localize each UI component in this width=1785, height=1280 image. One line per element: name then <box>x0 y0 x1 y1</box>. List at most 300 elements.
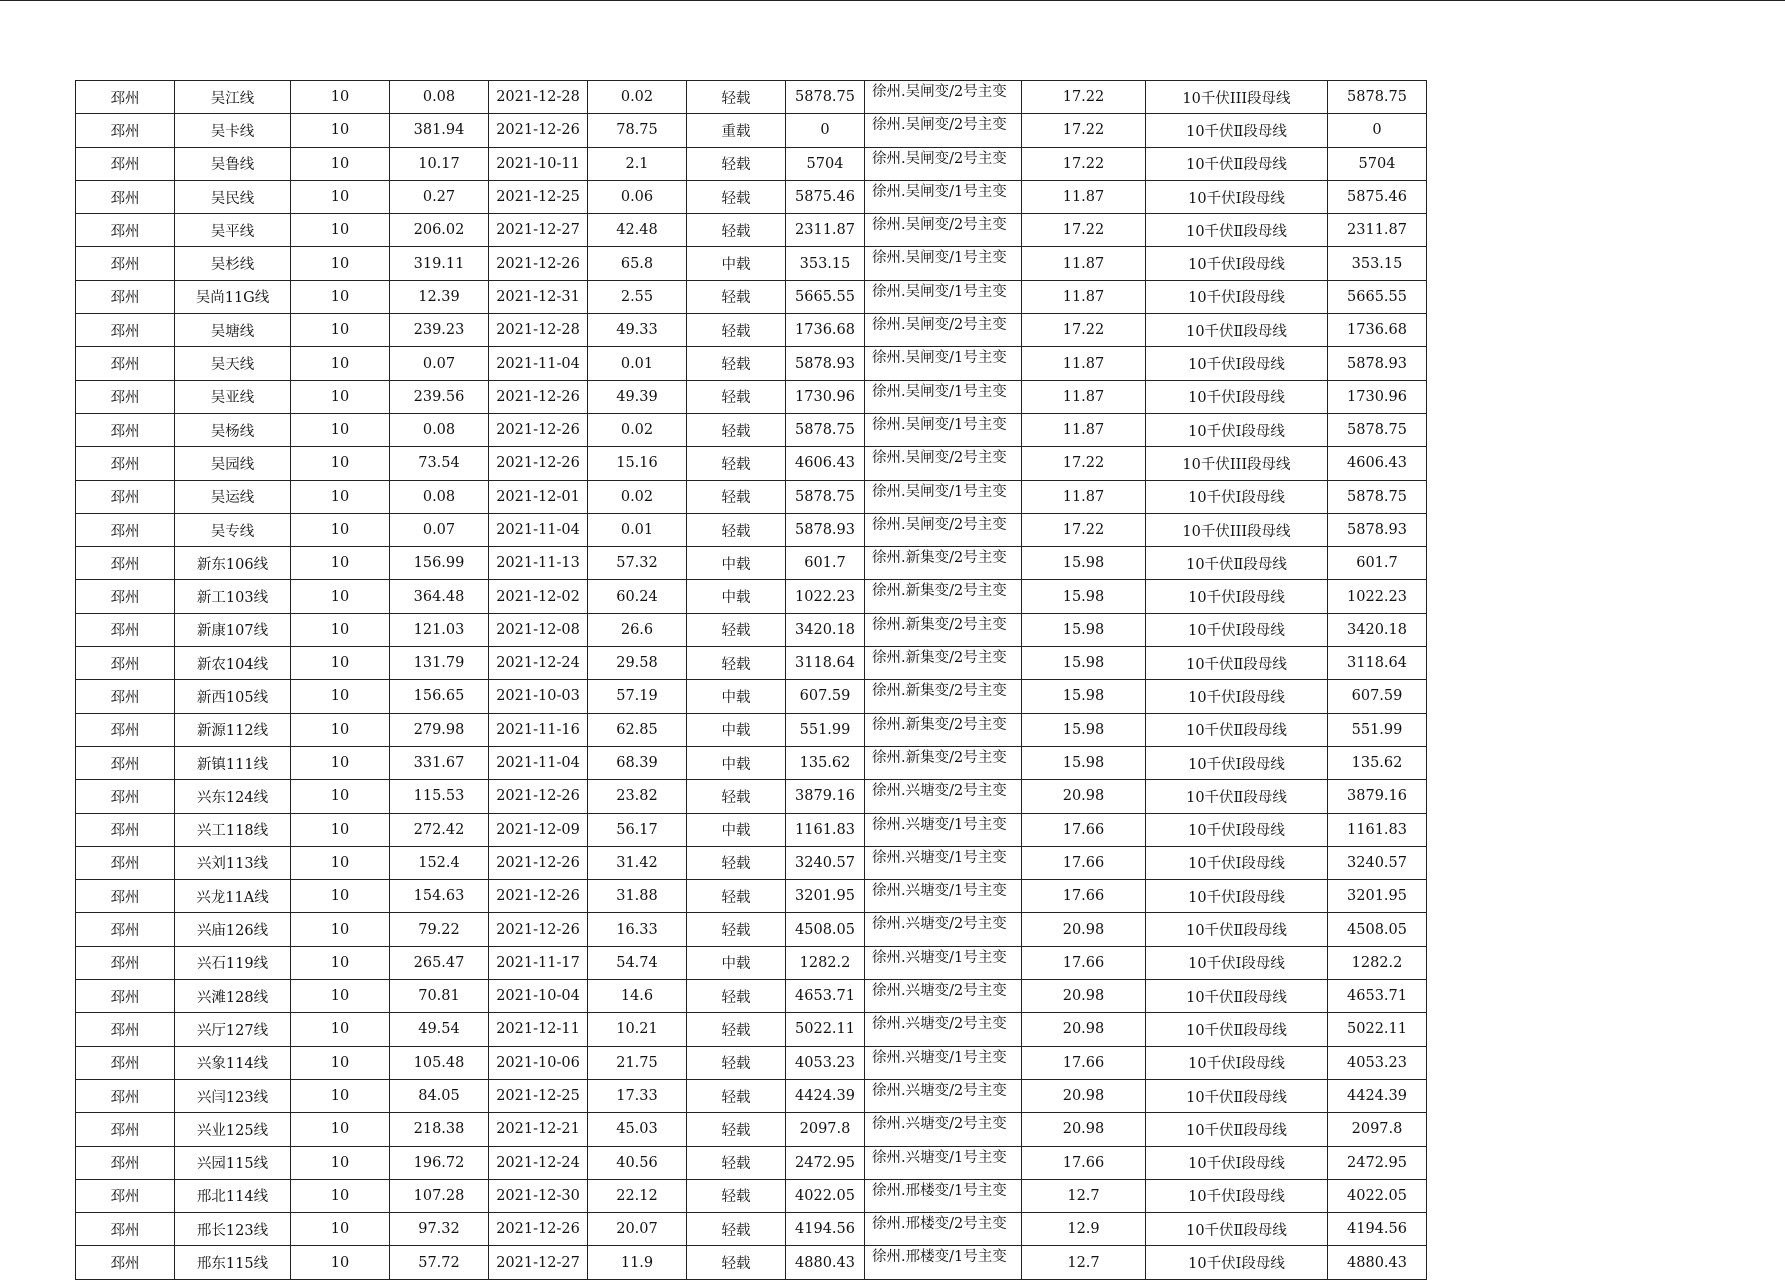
region-cell: 邳州 <box>76 713 175 746</box>
capacity-cell: 3420.18 <box>786 613 865 646</box>
busbar-cell: 10千伏Ⅰ段母线 <box>1146 347 1328 380</box>
line-name-cell: 兴龙11A线 <box>175 880 291 913</box>
table-row <box>76 1179 1427 1212</box>
date-cell: 2021-12-28 <box>489 81 588 114</box>
line-name-cell: 吴民线 <box>175 180 291 213</box>
capacity-cell: 5878.75 <box>786 413 865 446</box>
load-status-cell: 轻载 <box>687 347 786 380</box>
load-rate-cell: 21.75 <box>588 1046 687 1079</box>
line-name-cell: 邢长123线 <box>175 1213 291 1246</box>
load-status-cell: 轻载 <box>687 1013 786 1046</box>
load-rate-cell: 49.39 <box>588 380 687 413</box>
region-cell: 邳州 <box>76 347 175 380</box>
date-cell: 2021-11-17 <box>489 946 588 979</box>
date-cell: 2021-12-25 <box>489 1079 588 1112</box>
load-status-cell: 轻载 <box>687 1146 786 1179</box>
busbar-cell: 10千伏Ⅱ段母线 <box>1146 780 1328 813</box>
transformer-load-cell: 15.98 <box>1022 680 1146 713</box>
table-row <box>76 713 1427 746</box>
transformer-load-cell: 20.98 <box>1022 980 1146 1013</box>
load-rate-cell: 57.32 <box>588 547 687 580</box>
transformer-load-cell: 12.9 <box>1022 1213 1146 1246</box>
current-cell: 49.54 <box>390 1013 489 1046</box>
capacity-cell: 3201.95 <box>786 880 865 913</box>
table-row <box>76 780 1427 813</box>
line-name-cell: 吴专线 <box>175 513 291 546</box>
busbar-cell: 10千伏Ⅱ段母线 <box>1146 647 1328 680</box>
load-status-cell: 轻载 <box>687 1079 786 1112</box>
substation-label: 徐州.吴闸变/2号主变 <box>872 217 1007 234</box>
voltage-cell: 10 <box>291 846 390 879</box>
table-row <box>76 980 1427 1013</box>
transformer-load-cell: 12.7 <box>1022 1179 1146 1212</box>
substation-label: 徐州.吴闸变/2号主变 <box>872 516 1007 533</box>
busbar-cell: 10千伏III段母线 <box>1146 81 1328 114</box>
table-row <box>76 347 1427 380</box>
date-cell: 2021-12-25 <box>489 180 588 213</box>
load-rate-cell: 62.85 <box>588 713 687 746</box>
table-row <box>76 447 1427 480</box>
date-cell: 2021-12-26 <box>489 413 588 446</box>
load-rate-cell: 11.9 <box>588 1246 687 1279</box>
load-rate-cell: 17.33 <box>588 1079 687 1112</box>
load-status-cell: 轻载 <box>687 1113 786 1146</box>
capacity-cell: 1161.83 <box>786 813 865 846</box>
line-name-cell: 兴刘113线 <box>175 846 291 879</box>
transformer-load-cell: 20.98 <box>1022 1079 1146 1112</box>
region-cell: 邳州 <box>76 1079 175 1112</box>
remaining-capacity-cell: 5665.55 <box>1328 280 1427 313</box>
busbar-cell: 10千伏Ⅰ段母线 <box>1146 180 1328 213</box>
load-rate-cell: 57.19 <box>588 680 687 713</box>
load-rate-cell: 15.16 <box>588 447 687 480</box>
region-cell: 邳州 <box>76 1179 175 1212</box>
capacity-cell: 607.59 <box>786 680 865 713</box>
load-status-cell: 中载 <box>687 547 786 580</box>
current-cell: 156.65 <box>390 680 489 713</box>
table-row <box>76 147 1427 180</box>
current-cell: 239.23 <box>390 314 489 347</box>
load-rate-cell: 2.1 <box>588 147 687 180</box>
substation-label: 徐州.吴闸变/1号主变 <box>872 250 1007 267</box>
remaining-capacity-cell: 5878.93 <box>1328 347 1427 380</box>
date-cell: 2021-11-04 <box>489 513 588 546</box>
voltage-cell: 10 <box>291 480 390 513</box>
remaining-capacity-cell: 3420.18 <box>1328 613 1427 646</box>
load-status-cell: 中载 <box>687 813 786 846</box>
voltage-cell: 10 <box>291 114 390 147</box>
substation-cell <box>865 114 1022 147</box>
load-status-cell: 轻载 <box>687 314 786 347</box>
region-cell: 邳州 <box>76 513 175 546</box>
voltage-cell: 10 <box>291 1079 390 1112</box>
remaining-capacity-cell: 1282.2 <box>1328 946 1427 979</box>
date-cell: 2021-12-26 <box>489 447 588 480</box>
current-cell: 70.81 <box>390 980 489 1013</box>
transformer-load-cell: 20.98 <box>1022 1013 1146 1046</box>
busbar-cell: 10千伏Ⅰ段母线 <box>1146 480 1328 513</box>
substation-cell <box>865 247 1022 280</box>
load-status-cell: 轻载 <box>687 413 786 446</box>
busbar-cell: 10千伏Ⅱ段母线 <box>1146 713 1328 746</box>
region-cell: 邳州 <box>76 746 175 779</box>
load-rate-cell: 45.03 <box>588 1113 687 1146</box>
load-status-cell: 轻载 <box>687 780 786 813</box>
busbar-cell: 10千伏Ⅰ段母线 <box>1146 1179 1328 1212</box>
current-cell: 196.72 <box>390 1146 489 1179</box>
line-name-cell: 吴运线 <box>175 480 291 513</box>
date-cell: 2021-12-31 <box>489 280 588 313</box>
transformer-load-cell: 11.87 <box>1022 413 1146 446</box>
line-name-cell: 新农104线 <box>175 647 291 680</box>
load-rate-cell: 29.58 <box>588 647 687 680</box>
date-cell: 2021-12-27 <box>489 214 588 247</box>
table-row <box>76 1213 1427 1246</box>
busbar-cell: 10千伏Ⅰ段母线 <box>1146 680 1328 713</box>
load-rate-cell: 0.02 <box>588 480 687 513</box>
load-status-cell: 轻载 <box>687 846 786 879</box>
voltage-cell: 10 <box>291 513 390 546</box>
load-status-cell: 中载 <box>687 580 786 613</box>
transformer-load-cell: 15.98 <box>1022 547 1146 580</box>
load-rate-cell: 10.21 <box>588 1013 687 1046</box>
transformer-load-cell: 11.87 <box>1022 347 1146 380</box>
busbar-cell: 10千伏III段母线 <box>1146 513 1328 546</box>
line-name-cell: 兴园115线 <box>175 1146 291 1179</box>
substation-label: 徐州.吴闸变/1号主变 <box>872 383 1007 400</box>
current-cell: 12.39 <box>390 280 489 313</box>
remaining-capacity-cell: 4053.23 <box>1328 1046 1427 1079</box>
capacity-cell: 5878.93 <box>786 513 865 546</box>
voltage-cell: 10 <box>291 214 390 247</box>
region-cell: 邳州 <box>76 580 175 613</box>
substation-cell <box>865 1046 1022 1079</box>
line-name-cell: 新东106线 <box>175 547 291 580</box>
transformer-load-cell: 17.66 <box>1022 1046 1146 1079</box>
substation-label: 徐州.兴塘变/2号主变 <box>872 983 1007 1000</box>
transformer-load-cell: 15.98 <box>1022 580 1146 613</box>
region-cell: 邳州 <box>76 880 175 913</box>
substation-label: 徐州.吴闸变/1号主变 <box>872 416 1007 433</box>
line-name-cell: 吴鲁线 <box>175 147 291 180</box>
region-cell: 邳州 <box>76 647 175 680</box>
load-status-cell: 中载 <box>687 713 786 746</box>
remaining-capacity-cell: 2472.95 <box>1328 1146 1427 1179</box>
current-cell: 131.79 <box>390 647 489 680</box>
busbar-cell: 10千伏Ⅱ段母线 <box>1146 1213 1328 1246</box>
transformer-load-cell: 20.98 <box>1022 913 1146 946</box>
capacity-cell: 601.7 <box>786 547 865 580</box>
date-cell: 2021-12-11 <box>489 1013 588 1046</box>
busbar-cell: 10千伏Ⅱ段母线 <box>1146 114 1328 147</box>
substation-label: 徐州.邢楼变/2号主变 <box>872 1216 1007 1233</box>
substation-cell <box>865 647 1022 680</box>
load-status-cell: 轻载 <box>687 1246 786 1279</box>
capacity-cell: 5665.55 <box>786 280 865 313</box>
substation-label: 徐州.吴闸变/1号主变 <box>872 350 1007 367</box>
transformer-load-cell: 11.87 <box>1022 280 1146 313</box>
table-row <box>76 1246 1427 1279</box>
load-status-cell: 中载 <box>687 680 786 713</box>
voltage-cell: 10 <box>291 647 390 680</box>
remaining-capacity-cell: 1736.68 <box>1328 314 1427 347</box>
voltage-cell: 10 <box>291 1179 390 1212</box>
line-name-cell: 新源112线 <box>175 713 291 746</box>
capacity-cell: 1022.23 <box>786 580 865 613</box>
busbar-cell: 10千伏Ⅰ段母线 <box>1146 746 1328 779</box>
voltage-cell: 10 <box>291 1146 390 1179</box>
busbar-cell: 10千伏Ⅰ段母线 <box>1146 580 1328 613</box>
substation-cell <box>865 880 1022 913</box>
busbar-cell: 10千伏Ⅰ段母线 <box>1146 813 1328 846</box>
current-cell: 381.94 <box>390 114 489 147</box>
current-cell: 121.03 <box>390 613 489 646</box>
line-name-cell: 兴工118线 <box>175 813 291 846</box>
busbar-cell: 10千伏Ⅰ段母线 <box>1146 946 1328 979</box>
line-name-cell: 新康107线 <box>175 613 291 646</box>
region-cell: 邳州 <box>76 913 175 946</box>
remaining-capacity-cell: 2097.8 <box>1328 1113 1427 1146</box>
line-name-cell: 吴杨线 <box>175 413 291 446</box>
table-row <box>76 547 1427 580</box>
table-row <box>76 280 1427 313</box>
substation-label: 徐州.兴塘变/2号主变 <box>872 1116 1007 1133</box>
load-rate-cell: 0.01 <box>588 347 687 380</box>
voltage-cell: 10 <box>291 613 390 646</box>
capacity-cell: 2097.8 <box>786 1113 865 1146</box>
date-cell: 2021-12-26 <box>489 1213 588 1246</box>
remaining-capacity-cell: 607.59 <box>1328 680 1427 713</box>
current-cell: 218.38 <box>390 1113 489 1146</box>
substation-cell <box>865 380 1022 413</box>
transformer-load-cell: 12.7 <box>1022 1246 1146 1279</box>
substation-label: 徐州.吴闸变/2号主变 <box>872 150 1007 167</box>
transformer-load-cell: 15.98 <box>1022 713 1146 746</box>
date-cell: 2021-12-26 <box>489 780 588 813</box>
current-cell: 0.27 <box>390 180 489 213</box>
remaining-capacity-cell: 551.99 <box>1328 713 1427 746</box>
substation-label: 徐州.兴塘变/1号主变 <box>872 1049 1007 1066</box>
remaining-capacity-cell: 5875.46 <box>1328 180 1427 213</box>
voltage-cell: 10 <box>291 880 390 913</box>
busbar-cell: 10千伏Ⅰ段母线 <box>1146 1146 1328 1179</box>
substation-cell <box>865 214 1022 247</box>
date-cell: 2021-10-03 <box>489 680 588 713</box>
busbar-cell: 10千伏Ⅱ段母线 <box>1146 1113 1328 1146</box>
load-rate-cell: 65.8 <box>588 247 687 280</box>
substation-label: 徐州.吴闸变/2号主变 <box>872 450 1007 467</box>
load-rate-cell: 0.02 <box>588 413 687 446</box>
load-status-cell: 中载 <box>687 746 786 779</box>
date-cell: 2021-12-08 <box>489 613 588 646</box>
date-cell: 2021-10-04 <box>489 980 588 1013</box>
transformer-load-cell: 17.22 <box>1022 314 1146 347</box>
transformer-load-cell: 11.87 <box>1022 480 1146 513</box>
line-name-cell: 新工103线 <box>175 580 291 613</box>
date-cell: 2021-11-04 <box>489 746 588 779</box>
voltage-cell: 10 <box>291 247 390 280</box>
busbar-cell: 10千伏Ⅰ段母线 <box>1146 247 1328 280</box>
load-rate-cell: 49.33 <box>588 314 687 347</box>
current-cell: 364.48 <box>390 580 489 613</box>
remaining-capacity-cell: 135.62 <box>1328 746 1427 779</box>
remaining-capacity-cell: 4653.71 <box>1328 980 1427 1013</box>
table-body <box>76 81 1427 1280</box>
substation-cell <box>865 1146 1022 1179</box>
table-row <box>76 513 1427 546</box>
substation-cell <box>865 980 1022 1013</box>
date-cell: 2021-12-28 <box>489 314 588 347</box>
transformer-load-cell: 20.98 <box>1022 1113 1146 1146</box>
transformer-load-cell: 17.66 <box>1022 1146 1146 1179</box>
region-cell: 邳州 <box>76 980 175 1013</box>
region-cell: 邳州 <box>76 613 175 646</box>
voltage-cell: 10 <box>291 980 390 1013</box>
line-name-cell: 吴卡线 <box>175 114 291 147</box>
line-name-cell: 吴江线 <box>175 81 291 114</box>
remaining-capacity-cell: 4606.43 <box>1328 447 1427 480</box>
busbar-cell: 10千伏Ⅰ段母线 <box>1146 380 1328 413</box>
line-name-cell: 邢东115线 <box>175 1246 291 1279</box>
load-rate-cell: 16.33 <box>588 913 687 946</box>
voltage-cell: 10 <box>291 780 390 813</box>
region-cell: 邳州 <box>76 846 175 879</box>
load-rate-cell: 2.55 <box>588 280 687 313</box>
current-cell: 152.4 <box>390 846 489 879</box>
load-rate-cell: 20.07 <box>588 1213 687 1246</box>
region-cell: 邳州 <box>76 946 175 979</box>
load-rate-cell: 68.39 <box>588 746 687 779</box>
substation-cell <box>865 280 1022 313</box>
remaining-capacity-cell: 5878.75 <box>1328 480 1427 513</box>
table-row <box>76 81 1427 114</box>
transformer-load-cell: 17.22 <box>1022 114 1146 147</box>
load-status-cell: 重载 <box>687 114 786 147</box>
substation-cell <box>865 513 1022 546</box>
transformer-load-cell: 17.22 <box>1022 147 1146 180</box>
voltage-cell: 10 <box>291 81 390 114</box>
voltage-cell: 10 <box>291 280 390 313</box>
transformer-load-cell: 17.22 <box>1022 81 1146 114</box>
region-cell: 邳州 <box>76 147 175 180</box>
page-top-rule <box>0 0 1785 1</box>
load-status-cell: 轻载 <box>687 214 786 247</box>
remaining-capacity-cell: 4022.05 <box>1328 1179 1427 1212</box>
line-name-cell: 吴尚11G线 <box>175 280 291 313</box>
table-row <box>76 613 1427 646</box>
remaining-capacity-cell: 5704 <box>1328 147 1427 180</box>
capacity-cell: 353.15 <box>786 247 865 280</box>
table-row <box>76 1079 1427 1112</box>
region-cell: 邳州 <box>76 81 175 114</box>
capacity-cell: 4606.43 <box>786 447 865 480</box>
region-cell: 邳州 <box>76 1213 175 1246</box>
remaining-capacity-cell: 3240.57 <box>1328 846 1427 879</box>
load-rate-cell: 0.01 <box>588 513 687 546</box>
date-cell: 2021-12-26 <box>489 880 588 913</box>
load-status-cell: 轻载 <box>687 647 786 680</box>
table-row <box>76 746 1427 779</box>
region-cell: 邳州 <box>76 247 175 280</box>
substation-cell <box>865 413 1022 446</box>
region-cell: 邳州 <box>76 413 175 446</box>
remaining-capacity-cell: 4424.39 <box>1328 1079 1427 1112</box>
substation-label: 徐州.新集变/2号主变 <box>872 583 1007 600</box>
load-status-cell: 轻载 <box>687 880 786 913</box>
table-row <box>76 813 1427 846</box>
region-cell: 邳州 <box>76 480 175 513</box>
table-row <box>76 946 1427 979</box>
capacity-cell: 3240.57 <box>786 846 865 879</box>
line-name-cell: 兴滩128线 <box>175 980 291 1013</box>
voltage-cell: 10 <box>291 1013 390 1046</box>
substation-cell <box>865 314 1022 347</box>
substation-label: 徐州.兴塘变/1号主变 <box>872 1149 1007 1166</box>
transformer-load-cell: 15.98 <box>1022 647 1146 680</box>
load-rate-cell: 40.56 <box>588 1146 687 1179</box>
capacity-cell: 1730.96 <box>786 380 865 413</box>
load-rate-cell: 56.17 <box>588 813 687 846</box>
substation-label: 徐州.兴塘变/2号主变 <box>872 783 1007 800</box>
remaining-capacity-cell: 601.7 <box>1328 547 1427 580</box>
line-name-cell: 吴杉线 <box>175 247 291 280</box>
substation-label: 徐州.吴闸变/2号主变 <box>872 84 1007 100</box>
busbar-cell: 10千伏Ⅱ段母线 <box>1146 214 1328 247</box>
voltage-cell: 10 <box>291 1246 390 1279</box>
current-cell: 0.07 <box>390 347 489 380</box>
busbar-cell: 10千伏Ⅰ段母线 <box>1146 846 1328 879</box>
substation-label: 徐州.邢楼变/1号主变 <box>872 1182 1007 1199</box>
substation-label: 徐州.兴塘变/1号主变 <box>872 949 1007 966</box>
current-cell: 79.22 <box>390 913 489 946</box>
substation-label: 徐州.吴闸变/1号主变 <box>872 283 1007 300</box>
line-name-cell: 吴亚线 <box>175 380 291 413</box>
load-rate-cell: 23.82 <box>588 780 687 813</box>
busbar-cell: 10千伏Ⅱ段母线 <box>1146 913 1328 946</box>
date-cell: 2021-12-26 <box>489 114 588 147</box>
capacity-cell: 4022.05 <box>786 1179 865 1212</box>
voltage-cell: 10 <box>291 746 390 779</box>
transformer-load-cell: 17.66 <box>1022 880 1146 913</box>
voltage-cell: 10 <box>291 1046 390 1079</box>
line-name-cell: 兴石119线 <box>175 946 291 979</box>
capacity-cell: 0 <box>786 114 865 147</box>
substation-label: 徐州.兴塘变/1号主变 <box>872 816 1007 833</box>
capacity-cell: 4424.39 <box>786 1079 865 1112</box>
line-name-cell: 新西105线 <box>175 680 291 713</box>
remaining-capacity-cell: 4880.43 <box>1328 1246 1427 1279</box>
table-row <box>76 380 1427 413</box>
capacity-cell: 4194.56 <box>786 1213 865 1246</box>
table-row <box>76 880 1427 913</box>
substation-label: 徐州.新集变/2号主变 <box>872 550 1007 567</box>
capacity-cell: 5878.93 <box>786 347 865 380</box>
region-cell: 邳州 <box>76 1113 175 1146</box>
table-row <box>76 1146 1427 1179</box>
date-cell: 2021-12-21 <box>489 1113 588 1146</box>
current-cell: 206.02 <box>390 214 489 247</box>
substation-cell <box>865 1246 1022 1279</box>
current-cell: 73.54 <box>390 447 489 480</box>
load-rate-cell: 42.48 <box>588 214 687 247</box>
capacity-cell: 4053.23 <box>786 1046 865 1079</box>
substation-cell <box>865 180 1022 213</box>
load-status-cell: 轻载 <box>687 613 786 646</box>
table-row <box>76 214 1427 247</box>
transformer-load-cell: 20.98 <box>1022 780 1146 813</box>
line-name-cell: 吴塘线 <box>175 314 291 347</box>
substation-label: 徐州.新集变/2号主变 <box>872 683 1007 700</box>
